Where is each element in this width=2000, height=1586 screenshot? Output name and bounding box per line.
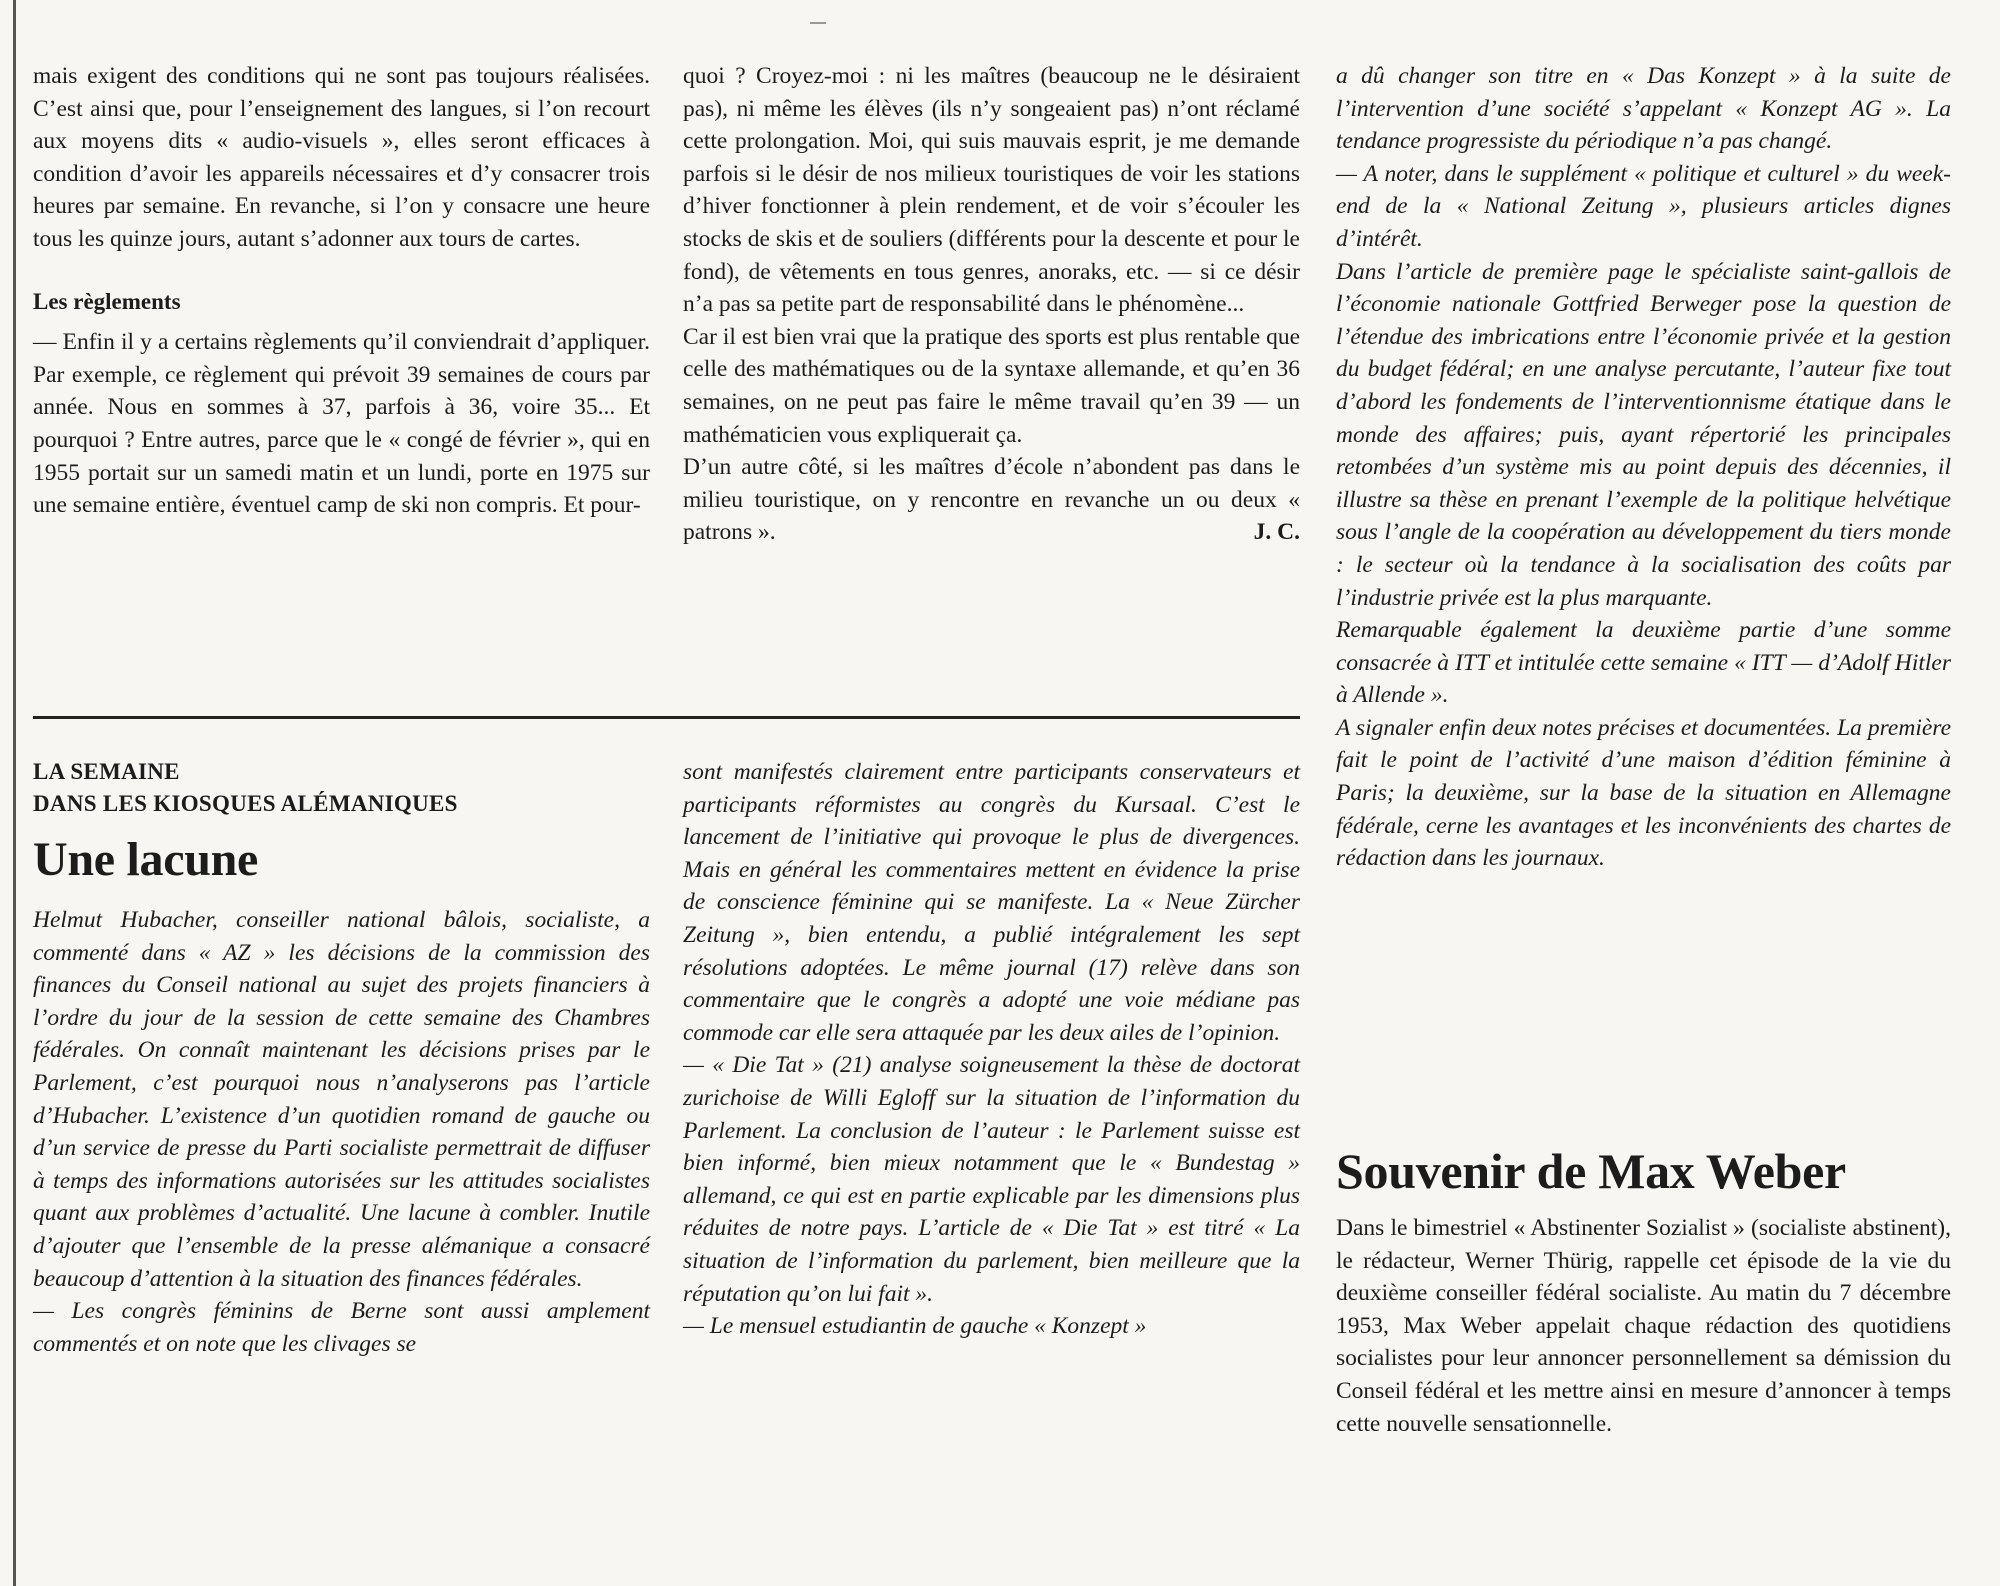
column-bottom-left: [33, 756, 650, 1360]
article-headline: Une lacune: [33, 833, 259, 886]
paragraph: a dû changer son titre en « Das Konzept » à la suite de l’intervention d’une société s’appelant « Konzept AG ». La tendance progressiste du périodique n’a pas changé.: [1336, 63, 1951, 155]
paragraph: D’un autre côté, si les maîtres d’école n’abondent pas dans le milieu touristique, on y rencontre en revanche un ou deux « patrons ».: [683, 454, 1300, 546]
section-kicker: [33, 756, 650, 820]
kicker-line: DANS LES KIOSQUES ALÉMANIQUES: [33, 791, 458, 816]
top-mark: [810, 22, 826, 24]
horizontal-rule: [33, 716, 1300, 719]
author-signature: J. C.: [1253, 519, 1300, 546]
paragraph: Remarquable également la deuxième partie d’une somme consacrée à ITT et intitulée cette semaine « ITT — d’Adolf Hitler à Allende ».: [1336, 617, 1951, 709]
paragraph: Helmut Hubacher, conseiller national bâlois, socialiste, a commenté dans « AZ » les décisions de la commission des finances du Conseil national au sujet des projets financiers à l’ordre du jour de la session de cette semaine des Chambres fédérales. On connaît maintenant les décisions prises par le Parlement, c’est pourquoi nous n’analyserons pas l’article d’Hubacher. L’existence d’un quotidien romand de gauche ou d’un service de presse du Parti socialiste permettrait de diffuser à temps des informations autorisées sur les attitudes socialistes quant aux problèmes d’actualité. Une lacune à combler. Inutile d’ajouter que l’ensemble de la presse alémanique a consacré beaucoup d’attention à la situation des finances fédérales.: [33, 907, 650, 1292]
paragraph: sont manifestés clairement entre participants conservateurs et participants réformistes au congrès du Kursaal. C’est le lancement de l’initiative qui provoque le plus de divergences. Mais en général les commentaires mettent en évidence la prise de conscience féminine qui se manifeste. La « Neue Zürcher Zeitung », bien entendu, a publié intégralement les sept résolutions adoptées. Le même journal (17) relève dans son commentaire que le congrès a adopté une voie médiane pas commode car elle sera attaquée par les deux ailes de l’opinion.: [683, 759, 1300, 1046]
paragraph: — A noter, dans le supplément « politique et culturel » du week-end de la « National Zeitung », plusieurs articles dignes d’intérêt.: [1336, 160, 1951, 252]
paragraph: — Le mensuel estudiantin de gauche « Konzept »: [683, 1313, 1147, 1340]
paragraph: A signaler enfin deux notes précises et documentées. La première fait le point de l’activité d’une maison d’édition féminine à Paris; la deuxième, sur la base de la situation en Allemagne fédérale, cerne les avantages et les inconvénients des chartes de rédaction dans les journaux.: [1336, 714, 1951, 872]
paragraph: Car il est bien vrai que la pratique des sports est plus rentable que celle des mathématiques ou de la syntaxe allemande, et qu’en 36 semaines, on ne peut pas faire le même travail qu’en 39 — un mathématicien vous expliquerait ça.: [683, 323, 1300, 448]
column-top-left: [33, 60, 650, 522]
paragraph: mais exigent des conditions qui ne sont pas toujours réalisées. C’est ainsi que, pour l’enseignement des langues, si l’on recourt aux moyens dits « audio-visuels », elles seront efficaces à condition d’avoir les appareils nécessaires et d’y consacrer trois heures par semaine. En revanche, si l’on y consacre une heure tous les quinze jours, autant s’adonner aux tours de cartes.: [33, 63, 650, 252]
article-headline-max-weber: Souvenir de Max Weber: [1336, 1143, 1846, 1199]
column-bottom-middle: [683, 756, 1300, 1343]
paragraph: — « Die Tat » (21) analyse soigneusement la thèse de doctorat zurichoise de Willi Egloff sur la situation de l’information du Parlement. La conclusion de l’auteur : le Parlement suisse est bien informé, bien mieux notamment que le « Bundestag » allemand, ce qui est en partie explicable par les dimensions plus réduites de notre pays. L’article de « Die Tat » est titré « La situation de l’information du parlement, bien meilleure que la réputation qu’on lui fait ».: [683, 1052, 1300, 1307]
kicker-line: LA SEMAINE: [33, 759, 180, 784]
column-top-middle: [683, 60, 1300, 549]
column-right-bottom: [1336, 1142, 1951, 1440]
left-margin-line: [13, 0, 16, 1586]
paragraph: Dans l’article de première page le spécialiste saint-gallois de l’économie nationale Gottfried Berweger pose la question de l’étendue des imbrications entre l’économie privée et la gestion du budget fédéral; en une analyse percutante, l’auteur fixe tout d’abord les fondements de l’interventionnisme étatique dans le monde des affaires; puis, ayant répertorié les principales retombées d’un système mis au point depuis des décennies, il illustre sa thèse en prenant l’exemple de la politique helvétique sous l’angle de la coopération au développement du tiers monde : le secteur où la tendance à la socialisation des coûts par l’industrie privée est la plus marquante.: [1336, 258, 1951, 611]
paragraph: Dans le bimestriel « Abstinenter Sozialist » (socialiste abstinent), le rédacteur, Werner Thürig, rappelle cet épisode de la vie du deuxième conseiller fédéral socialiste. Au matin du 7 décembre 1953, Max Weber appelait chaque rédaction des quotidiens socialistes pour leur annoncer personnellement sa démission du Conseil fédéral et les mettre ainsi en mesure d’annoncer à temps cette nouvelle sensationnelle.: [1336, 1215, 1951, 1437]
paragraph: — Les congrès féminins de Berne sont aussi amplement commentés et on note que les clivages se: [33, 1298, 650, 1357]
paragraph: quoi ? Croyez-moi : ni les maîtres (beaucoup ne le désiraient pas), ni même les élèves (ils n’y songeaient pas) n’ont réclamé cette prolongation. Moi, qui suis mauvais esprit, je me demande parfois si le désir de nos milieux touristiques de voir les stations d’hiver fonctionner à plein rendement, et de voir s’écouler les stocks de skis et de souliers (différents pour la descente et pour le fond), de vêtements en tous genres, anoraks, etc. — si ce désir n’a pas sa petite part de responsabilité dans le phénomène...: [683, 63, 1300, 318]
paragraph: — Enfin il y a certains règlements qu’il conviendrait d’appliquer. Par exemple, ce règlement qui prévoit 39 semaines de cours par année. Nous en sommes à 37, parfois à 36, voire 35... Et pourquoi ? Entre autres, parce que le « congé de février », qui en 1955 portait sur un samedi matin et un lundi, porte en 1975 sur une semaine entière, éventuel camp de ski non compris. Et pour-: [33, 329, 650, 519]
subheading-reglements: Les règlements: [33, 288, 181, 314]
column-right: [1336, 60, 1951, 875]
